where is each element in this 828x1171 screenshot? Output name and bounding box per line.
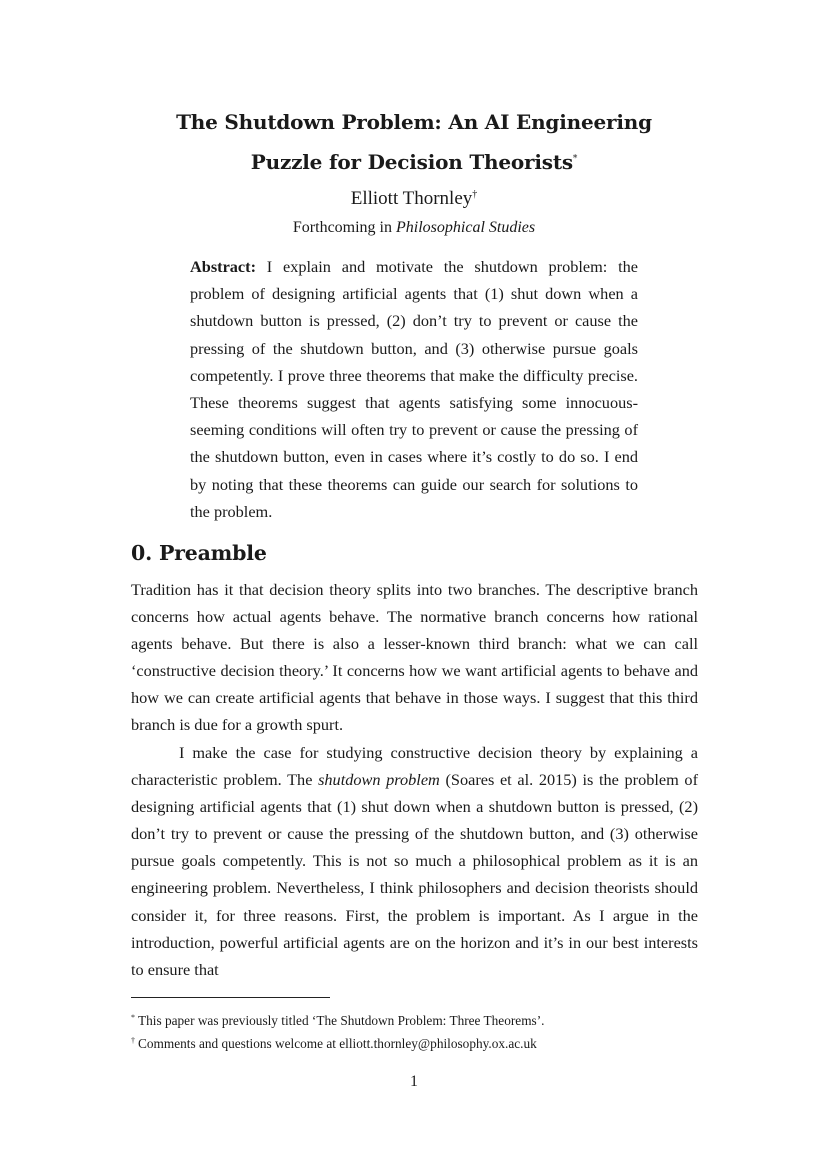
abstract [190,253,638,525]
page-number: 1 [410,1073,418,1090]
abstract-label: Abstract: [190,257,257,276]
paragraph-2-before: I make the case for studying constructive decision theory by explaining a characteristic problem. The [131,743,698,790]
paper-title [100,104,728,181]
section-heading: 0. Preamble [131,541,267,565]
footnote-2-mark: † [131,1036,135,1045]
author-footnote-mark: † [472,189,478,200]
paragraph-1: Tradition has it that decision theory splits into two branches. The descriptive branch concerns how actual agents behave. The normative branch concerns how rational agents behave. But there is also a lesser-known third branch: what we can call ‘constructive decision theory.’ It concerns how we want artificial agents to behave and how we can create artificial agents that behave in those ways. I suggest that this third branch is due for a growth spurt. [131,580,698,735]
footnote-2 [131,1036,711,1052]
paragraph-2-after: (Soares et al. 2015) is the problem of designing artificial agents that (1) shut down when a shutdown button is pressed, (2) don’t try to prevent or cause the pressing of the shutdown button, and (3) otherwise pursue goals competently. This is not so much a philosophical problem as it is an engineering problem. Nevertheless, I think philosophers and decision theorists should consider it, for three reasons. First, the problem is important. As I argue in the introduction, powerful artificial agents are on the horizon and it’s in our best interests to ensure that [131,770,698,979]
footnote-1 [131,1013,711,1029]
venue-prefix: Forthcoming in [292,219,396,236]
footnote-1-mark: * [131,1013,135,1022]
footnote-rule [131,997,330,998]
paragraph-2 [131,739,698,983]
title-line-2 [100,141,728,181]
paragraph-2-term: shutdown problem [318,770,440,790]
title-line-2-text: Puzzle for Decision Theorists [250,150,573,174]
venue-line [0,219,828,237]
footnote-1-text: This paper was previously titled ‘The Shutdown Problem: Three Theorems’. [138,1013,545,1028]
title-line-1: The Shutdown Problem: An AI Engineering [176,110,652,134]
venue-journal: Philosophical Studies [396,219,536,236]
author-text: Elliott Thornley [350,188,473,209]
footnote-2-text: Comments and questions welcome at elliott.thornley@philosophy.ox.ac.uk [138,1036,537,1051]
author-name [0,188,828,210]
abstract-text: I explain and motivate the shutdown problem: the problem of designing artificial agents that (1) shut down when a shutdown button is pressed, (2) don’t try to prevent or cause the pressing of the shutdown button, and (3) otherwise pursue goals competently. I prove three theorems that make the difficulty precise. These theorems suggest that agents satisfying some innocuous-seeming conditions will often try to prevent or cause the pressing of the shutdown button, even in cases where it’s costly to do so. I end by noting that these theorems can guide our search for solutions to the problem. [190,257,638,521]
title-footnote-mark: * [572,154,578,164]
